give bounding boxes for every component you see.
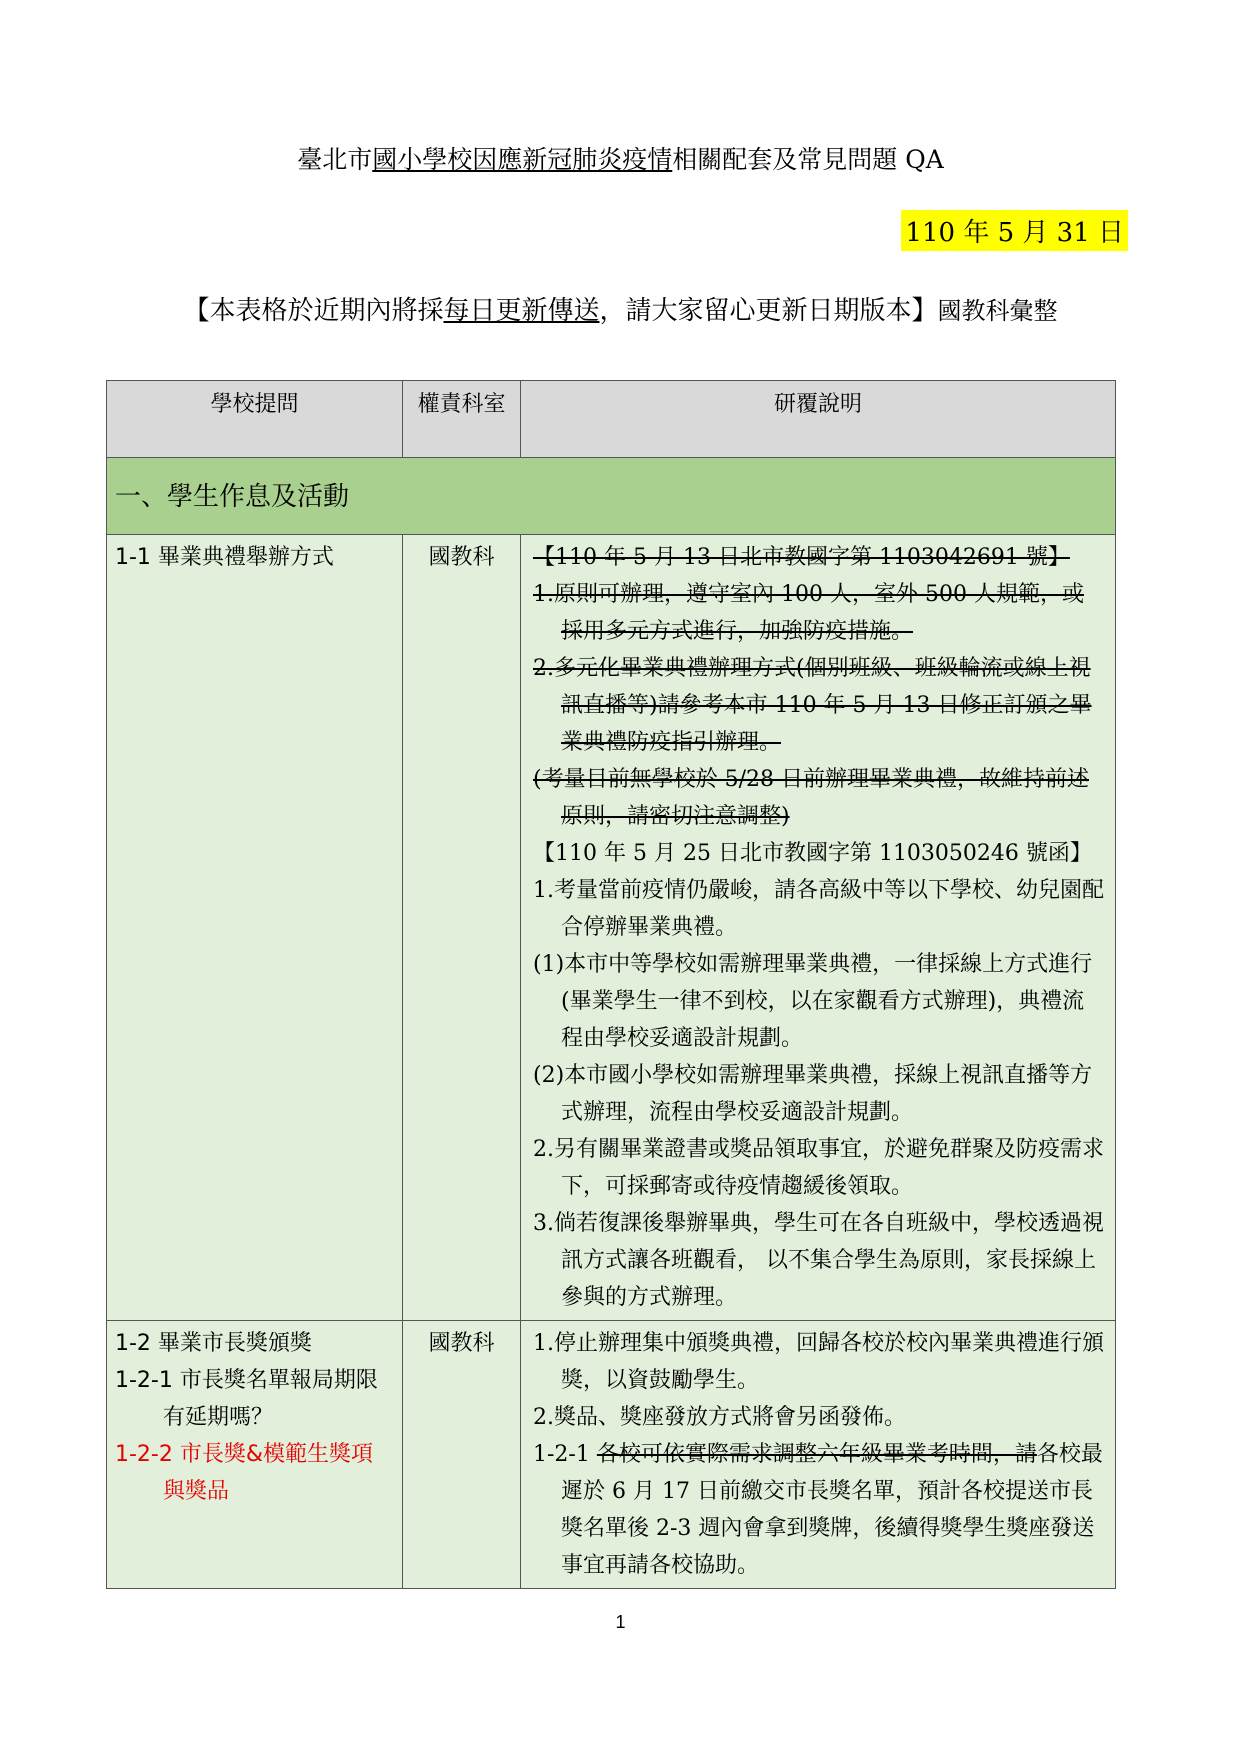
answer-line: 【110 年 5 月 13 日北市教國字第 1103042691 號】 [533,545,1070,570]
question-line: 1-2 畢業市長獎頒獎 [115,1331,312,1356]
answer-line: 3.倘若復課後舉辦畢典，學生可在各自班級中，學校透過視訊方式讓各班觀看， 以不集合學生為原則，家長採線上參與的方式辦理。 [533,1211,1104,1310]
answer-line: 2.獎品、獎座發放方式將會另函發佈。 [533,1405,906,1430]
question-cell [107,1321,403,1589]
title-suffix: 相關配套及常見問題 QA [672,145,944,174]
question-line: 1-2-1 市長獎名單報局期限有延期嗎？ [115,1368,378,1430]
table-row [107,1321,1116,1589]
header-answer: 研覆說明 [521,381,1116,458]
answer-line: (2)本市國小學校如需辦理畢業典禮，採線上視訊直播等方式辦理，流程由學校妥適設計規劃。 [533,1063,1093,1125]
answer-line: (考量目前無學校於 5/28 日前辦理畢業典禮，故維持前述原則，請密切注意調整) [533,767,1089,829]
qa-table [106,380,1116,1589]
answer-cell [521,1321,1116,1589]
title-underlined: 國小學校因應新冠肺炎疫情 [372,145,673,174]
answer-line [533,1436,1105,1584]
header-dept: 權責科室 [403,381,521,458]
notice-underlined: 每日更新傳送 [443,296,600,326]
answer-line: (1)本市中等學校如需辦理畢業典禮，一律採線上方式進行(畢業學生一律不到校，以在家觀看方式辦理)，典禮流程由學校妥適設計規劃。 [533,952,1093,1051]
answer-text: 各校最遲於 6 月 17 日前繳交市長獎名單，預計各校提送市長獎名單後 2-3 週內會拿到獎牌，後續得獎學生獎座發送事宜再請各校協助。 [561,1442,1103,1578]
answer-line: 1.原則可辦理，遵守室內 100 人，室外 500 人規範，或採用多元方式進行，加強防疫措施。 [533,582,1084,644]
dept-cell: 國教科 [403,1321,521,1589]
section-row [107,458,1116,535]
question-cell: 1-1 畢業典禮舉辦方式 [107,535,403,1321]
answer-line: 2.另有關畢業證書或獎品領取事宜，於避免群聚及防疫需求下，可採郵寄或待疫情趨緩後領取。 [533,1137,1104,1199]
answer-struck-text: 各校可依實際需求調整六年級畢業考時間，請 [596,1442,1037,1467]
answer-line: 【110 年 5 月 25 日北市教國字第 1103050246 號函】 [533,841,1092,866]
date-highlight: 110 年 5 月 31 日 [901,210,1128,251]
section-title: 一、學生作息及活動 [107,458,1116,535]
table-row [107,535,1116,1321]
notice-compiler: 國教科彙整 [937,297,1058,325]
answer-line: 1.停止辦理集中頒獎典禮，回歸各校於校內畢業典禮進行頒獎，以資鼓勵學生。 [533,1331,1104,1393]
page-number: 1 [615,1612,626,1632]
table-header-row [107,381,1116,458]
notice-prefix: 【本表格於近期內將採 [183,296,444,326]
header-question: 學校提問 [107,381,403,458]
dept-cell: 國教科 [403,535,521,1321]
answer-line: 2.多元化畢業典禮辦理方式(個別班級、班級輪流或線上視訊直播等)請參考本市 110 年 5 月 13 日修正訂頒之畢業典禮防疫指引辦理。 [533,656,1092,755]
update-notice [0,290,1241,327]
title-prefix: 臺北市 [297,145,373,174]
page-title [0,140,1241,176]
answer-cell [521,535,1116,1321]
notice-suffix: ，請大家留心更新日期版本】 [599,296,938,326]
answer-prefix: 1-2-1 [533,1442,597,1467]
question-line-highlighted: 1-2-2 市長獎&模範生獎項與獎品 [115,1442,374,1504]
answer-line: 1.考量當前疫情仍嚴峻，請各高級中等以下學校、幼兒園配合停辦畢業典禮。 [533,878,1104,940]
